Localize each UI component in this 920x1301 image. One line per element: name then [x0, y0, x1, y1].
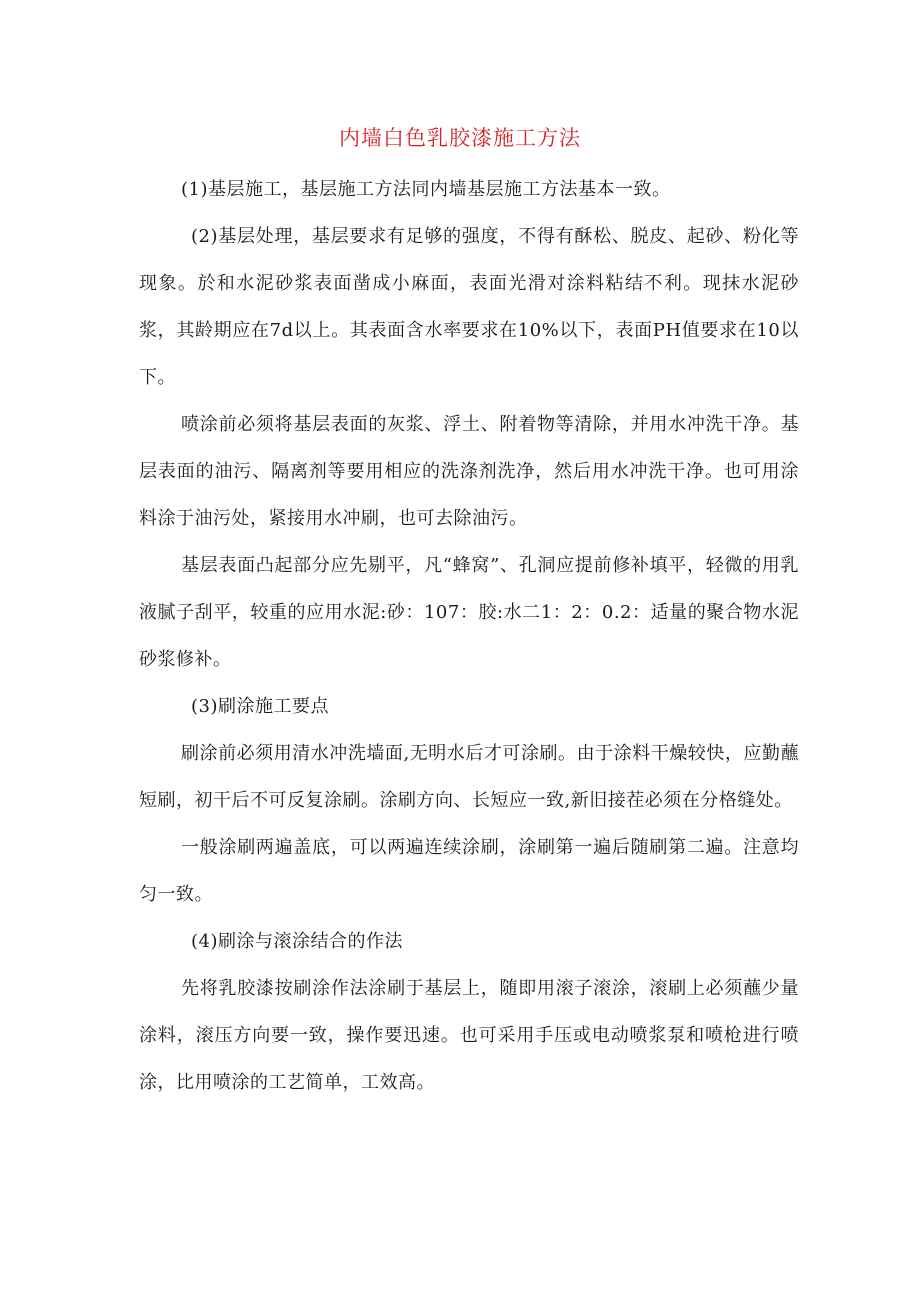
section-heading-brush-roll: (4)刷涂与滚涂结合的作法	[191, 931, 403, 952]
paragraph-brushing-prep: 刷涂前必须用清水冲洗墙面,无明水后才可涂刷。由于涂料干燥较快，应勤蘸短刷，初干后不可反复涂刷。涂刷方向、长短应一致,新旧接茬必须在分格缝处。	[139, 743, 799, 811]
section-heading-brushing: (3)刷涂施工要点	[191, 696, 329, 717]
paragraph-base-treatment: (2)基层处理，基层要求有足够的强度，不得有酥松、脱皮、起砂、粉化等现象。於和水泥砂浆表面凿成小麻面，表面光滑对涂料粘结不利。现抹水泥砂浆，其龄期应在7d以上。其表面含水率要求在10%以下，表面PH值要求在10以下。	[139, 226, 799, 388]
document-title: 内墙白色乳胶漆施工方法	[339, 126, 581, 150]
document-body	[139, 166, 799, 1106]
paragraph-brush-roll-method: 先将乳胶漆按刷涂作法涂刷于基层上，随即用滚子滚涂，滚刷上必须蘸少量涂料，滚压方向要一致，操作要迅速。也可采用手压或电动喷浆泵和喷枪进行喷涂，比用喷涂的工艺简单，工效高。	[139, 978, 799, 1093]
paragraph-brushing-coats: 一般涂刷两遍盖底，可以两遍连续涂刷，涂刷第一遍后随刷第二遍。注意均匀一致。	[139, 837, 799, 905]
paragraph-pre-spray-cleaning: 喷涂前必须将基层表面的灰浆、浮土、附着物等清除，并用水冲洗干净。基层表面的油污、隔离剂等要用相应的洗涤剂洗净，然后用水冲洗干净。也可用涂料涂于油污处，紧接用水冲刷，也可去除油污。	[139, 414, 799, 529]
paragraph-surface-repair: 基层表面凸起部分应先剔平，凡“蜂窝”、孔洞应提前修补填平，轻微的用乳液腻子刮平，较重的应用水泥:砂：107：胶:水二1：2：0.2：适量的聚合物水泥砂浆修补。	[139, 555, 799, 670]
paragraph-base-construction: (1)基层施工，基层施工方法同内墙基层施工方法基本一致。	[181, 179, 671, 200]
